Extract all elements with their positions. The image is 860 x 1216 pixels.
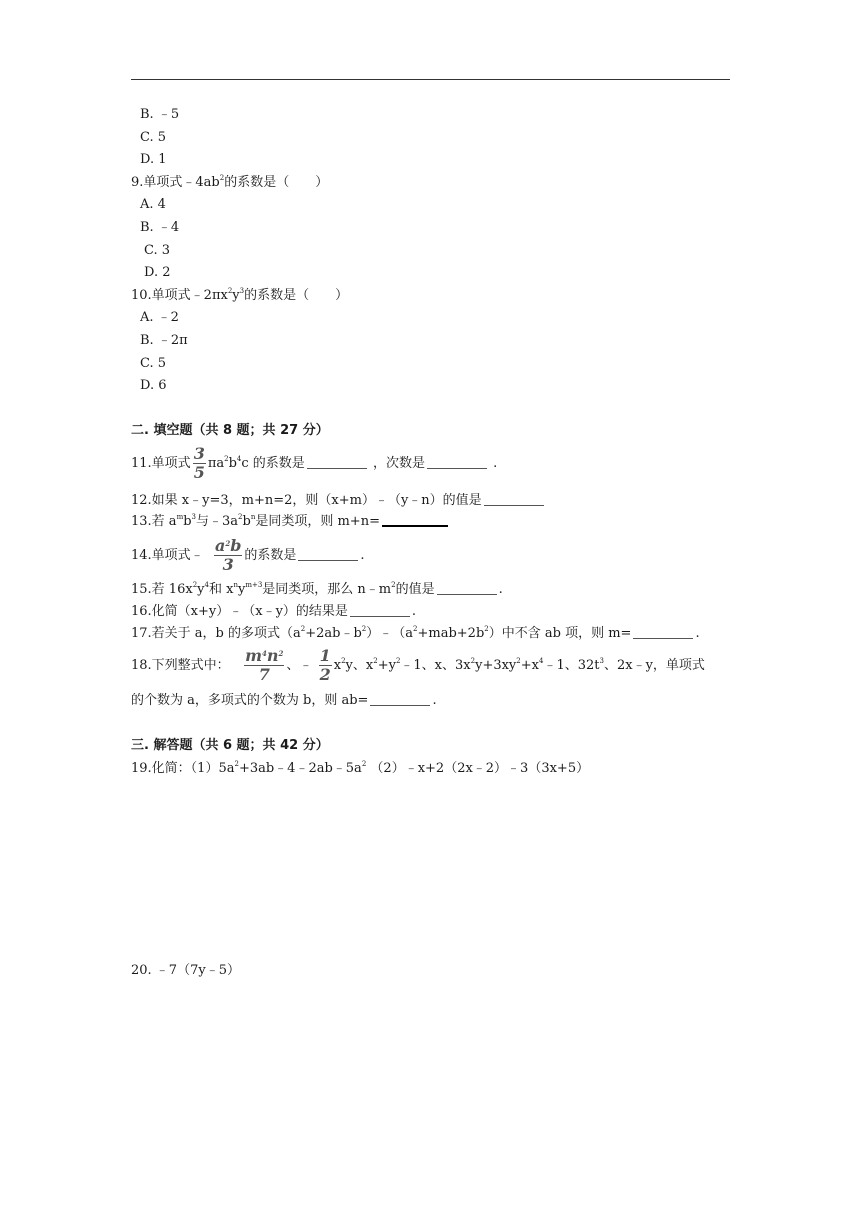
question-16: 16.化简（x+y）﹣（x﹣y）的结果是 .: [131, 604, 417, 619]
q10-option-d: D. 6: [140, 378, 167, 393]
answer-blank: [633, 626, 693, 639]
section-2-heading: 二. 填空题（共 8 题；共 27 分）: [131, 423, 329, 438]
answer-blank: [484, 493, 544, 506]
question-9: 9.单项式$﹣4ab^2$的系数是（ ）: [131, 174, 329, 190]
fraction-1-2: $\frac{1}{2}$: [319, 646, 331, 684]
fraction-m4n2-7: $\frac{m^4n^2}{7}$: [245, 646, 284, 684]
question-11: 11.单项式 $\frac{3}{5}$ $\pi a^2b^4c$ 的系数是 ，次数是 .: [131, 444, 498, 482]
q10-option-a: A. ﹣2: [140, 310, 179, 325]
header-rule: [131, 79, 730, 80]
q9-option-a: A. 4: [140, 197, 166, 212]
answer-blank: [298, 548, 358, 561]
answer-blank: [370, 693, 430, 706]
q9-option-d: D. 2: [144, 265, 171, 280]
question-14: 14.单项式﹣ $\frac{a^2b}{3}$ 的系数是 .: [131, 536, 365, 574]
fraction-3-5: $\frac{3}{5}$: [193, 444, 205, 482]
answer-blank: [350, 604, 410, 617]
answer-blank: [307, 456, 367, 469]
question-18-line-2: 的个数为 a，多项式的个数为 b，则 ab= .: [131, 693, 437, 708]
q10-option-c: C. 5: [140, 356, 167, 371]
question-13: 13.若 $a^mb^3$与$﹣3a^2b^n$是同类项，则 m+n=: [131, 513, 450, 531]
question-10: 10.单项式$﹣2\pi x^2y^3$的系数是（ ）: [131, 287, 349, 303]
question-19: 19.化简：$(1)5a^2+3ab﹣4﹣2ab﹣5a^2$ （2）﹣x+2（2x﹣2）﹣3（3x+5）: [131, 760, 590, 776]
answer-blank: [427, 456, 487, 469]
option-d: D. 1: [140, 152, 167, 167]
section-3-heading: 三. 解答题（共 6 题；共 42 分）: [131, 738, 329, 753]
fraction-a2b-3: $\frac{a^2b}{3}$: [214, 536, 242, 574]
option-c: C. 5: [140, 130, 167, 145]
answer-blank: [437, 582, 497, 595]
q10-option-b: B. ﹣2π: [140, 333, 188, 348]
question-15: 15.若 $16x^2y^4$和 $x^ny^{m+3}$是同类项，那么 $n﹣m^2$的值是 .: [131, 581, 503, 597]
question-12: 12.如果 x﹣y=3，m+n=2，则（x+m）﹣（y﹣n）的值是: [131, 492, 546, 510]
q9-option-b: B. ﹣4: [140, 220, 180, 235]
answer-blank: [382, 513, 448, 527]
question-17: 17.若关于 a，b 的多项式$(a^2+2ab﹣b^2)﹣(a^2+mab+2b^2)$中不含 ab 项，则 m= .: [131, 625, 700, 641]
question-20: 20. ﹣7（7y﹣5）: [131, 963, 240, 978]
option-b: B. ﹣5: [140, 107, 180, 122]
q9-option-c: C. 3: [144, 243, 171, 258]
question-18: 18.下列整式中： $\frac{m^4n^2}{7}$ 、﹣ $\frac{1}{2}$ $x^2y$、$x^2+y^2﹣1$、x、$3x^2y+3xy^2+x^4﹣1$、$32t^3$、2x﹣y，单项式: [131, 646, 705, 684]
